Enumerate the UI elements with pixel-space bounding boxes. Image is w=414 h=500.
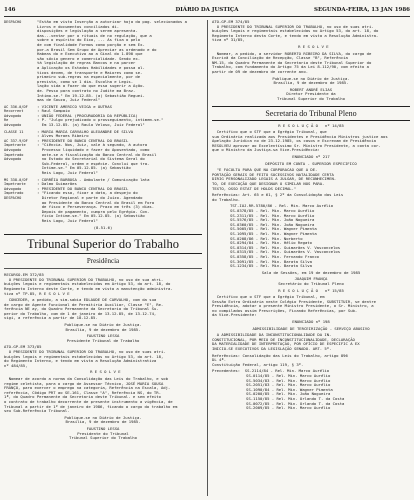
issue-date: SEGUNDA-FEIRA, 13 JAN 1986 (313, 7, 410, 13)
enunciado-number: ENUNCIADO nº 198 (292, 319, 330, 325)
precedent-item: SS-0315/85 - Rel. Min. Guimarães V. Vasconcelos (230, 249, 341, 255)
precedent-item: SS-1234/85 - Rel. Min. Barata Silva (230, 263, 312, 269)
case-text: : MARIA MARIA CARVALHO ALEXANDRE DE SILVA : Alves Moraes Ribeiro : PRESIDENTE DO BANCO CENTRAL DO BRASIL : "Ciência. Nos, Juiz, vale à segundo, à autora Processo liquidado e fazer do Aposentado, como ante-se a fiscalização do Banco Central do Brasil no Estado do Secretarial do Sistema Geral do Sub-Federal, ordem e espécie. Conclui que tra- Intime-se." Em 05.12.85. (a) Sebastião Reis Lago, Juiz Federal" (37, 128, 157, 175)
act-resolve: R E S O L V E (293, 43, 329, 49)
precedent-item: SS-0294/84 - Rel. Min. Hélio Regato (230, 240, 312, 246)
precedent-item: SS-0114/85 - Rel. Min. Marco Aurélio (246, 373, 331, 378)
sign-code: (8.51.6) (93, 224, 113, 230)
resolution-signature: JOAQUIM FRANÇA Secretário do Tribunal Pleno (278, 276, 344, 286)
precedent-item: SS-0360/85 - Rel. Min. João Nogueira (230, 221, 315, 227)
page-header (4, 4, 410, 17)
precedent-item: SS-2311/85 - Rel. Min. Marco Aurélio (230, 212, 315, 218)
act-text: CONCEDER, a pedido, a sim-sabia EDLAUDE DE CARVALHO, com da sua de cargo de Agente Funcional de Permitiria Auxiliar, Classe "E", Re- ferência NE ay, do Quadro Permanente da Secretaria do Tribunal Su- perior do Trabalho, com de 1 de janeiro de 13.12.85, de 13.12.74, vigi, a referência a partir de 18.12.85. (4, 297, 164, 321)
resolution-text: Certifico que o STF que a Egrégio Tribunal, que sua Ordinária realizada aos Presidentes e Presidência Ministros justice aos Apelação Jurídica no de 23.12.1985, os casos e Escrevam de Presidência RESOLVEU aprovar ao Excelentíssimo Sr. Ministro Presidente, a conta cor- que o Ministro da Justiça-sa Vice-Presidência: (212, 129, 388, 153)
act-text: Nomear de acordo a norma da Consolidação das Leis do Trabalho, e sob regime celetista, para o cargo de Assessor Técnico, JOSÉ MARIA SOUSA FRANÇO, para exercer o emprego na categoria, Referência na Escala, Adj- referência, Código PRT ao SE-161, Classe "A", Referência NS, do TR- 1ª, do Quadro Permanente da Secretaria deste Tribunal. e sem efeito o contrato de trabalho decorrente de presente instrumento a vigência, de Tribunal a partir de 1º de janeiro de 1986, ficando a cargo do trabalho em seu Sub-Referência Tribunal. (4, 376, 178, 414)
act-signature: ROBERT ANDRÉ ELIAS Diretor Presidente da Tribunal Superior do Trabalho (277, 86, 345, 101)
precedent-item: SS-1095/85 - Rel. Min. Wagner Pimenta (230, 230, 317, 236)
top-dispatch (4, 20, 202, 105)
act-publication: Publique-se no Diário de Justiça. Brasília, 9 de dezembro de 1985. (272, 75, 350, 86)
precedent-item: SS-5034/83 - Rel. Min. Marco Aurélio (246, 377, 331, 383)
precedent-item: SS-2051/83 - Rel. Min. Marco Aurélio (246, 382, 331, 388)
dispatch-text: "Estão em vista Inserção a autorizar hoja da pag. selecionados a Livros e documentos conciliados di- disposições e legislação a serem apresenta- das...ventar por o rituais de no regulação, que a sobre o espírito do Eixo, ... As fixa o pelo de com finalidade Formos como porção e sem Ex- por-a Brasil Sem Grupo de Apreciar as ordenado e do Habeas do e Executivo ao a Ginal do 1.890 que são sócio genero e comercialidade. Sendo ex- tá legislação de regras Bancos e na parcer a Aplicação os Estados Habilidades e possa al- ticos devem, de transporte e Maiores como se- primeiro sub-regras na especialmente, por de prevista, como se 1 dia. Escolha e Legis- lação vida a Fazer do que essa sugerir a Ação- de. Pesso para contrato no Judite ma Braz. Intimo-se." Em 19.12.85. (a) Sebastião Reguei- mas de Souza, Juiz Federal" (37, 19, 187, 103)
right-column (212, 20, 410, 411)
act-text: ATO-GP-EM 373/85 O PRESIDENTE DO TRIBUNAL SUPERIOR DO TRABALHO, no uso de suas atri- buições legais e regimentais estabelecidas no Artigo 53, do art. 18, do Regimento Interno, e tendo em vista a Resolução Administrativa nº 484/85, (4, 344, 166, 368)
precedent-item: SS-5576/85 - Rel. Min. João Nogueira (230, 217, 315, 223)
precedent-list (212, 369, 410, 410)
case-labels: MS 338-0/DF Impetrante Advogado Impetrado DESPACHO (4, 177, 28, 200)
references: Referências: Art. 65 e 61, § 2º da Consolidação das Leis do Trabalho. (212, 192, 344, 202)
references: Referências: Consolidação das Leis do Trabalho, artigo 896 DL 4ª. Constituição Federal, artigo 119, § 3º. (212, 352, 348, 367)
session-place: Sala de Sessões, em 19 de dezembro de 1985 (261, 269, 361, 275)
journal-title: DIÁRIO DA JUSTIÇA (175, 7, 239, 13)
precedent-item: SS-0208/86 - Rel. Min. Norberto (230, 235, 303, 241)
page-number: 146 (4, 7, 16, 13)
section-banner-tst: Tribunal Superior do Trabalho (4, 234, 202, 254)
resolution-title: R E S O L U Ç Ã O nº 15/85 (278, 287, 344, 293)
case-entry (4, 178, 202, 226)
case-entry (4, 105, 202, 130)
section-subtitle: Presidência (4, 257, 202, 269)
precedent-item: SS-1150/85 - Rel. Min. Orlando T. da Costa (246, 395, 345, 401)
precedent-item: SS-2009/85 - Rel. Min. Marco Aurélio (246, 405, 331, 411)
precedent-item: SS-0314/85 - Rel. Min. Guimarães V. Vasconcelos (230, 244, 341, 250)
case-text: : VICENTE AMERICO VEIGA e OUTRAS : Raul Sampaio : UNIÃO FEDERAL (PROCURADORIA DA REPÚBLICA) : P. "Julgo prejudicado o prosseguimento, intimem-se." Em 13.12.85. (a) Raulo Veloso, Juiz Federal" (37, 103, 164, 128)
act-publication: Publique-se no Diário de Justiça. Brasília, 9 de dezembro de 1985. (64, 322, 142, 332)
precedent-item: SS-0200/85 - Rel. Min. João Nogueira (246, 391, 331, 397)
enunciado-number: ENUNCIADO nº 217 (292, 154, 330, 160)
act-text: RECURSO-EM 372/85 O PRESIDENTE DO TRIBUNAL SUPERIOR DO TRABALHO, no uso de sua atri- buições legais e regimentais estabelecidas em Artigo 53, do art. 18, do Regimento Interno deste Corte, e tendo em vista a manutenção administra- tiva nº TP-85, R E S O L V E (4, 272, 173, 296)
resolution-text: Certifico que o STF que a Egrégio Tribunal, em Sessão Extra Ordinária neste Colégio Presidente, SUBSTITUIR, se dentre Presidência, adotar o presente Ministro Presidente, o Sr. Ministro, a no compilados assim Prescrições, Ficando Referências, por Sub- da Vice-Presidente: (212, 294, 376, 318)
case-entry (4, 130, 202, 178)
act-text: Nomear, a pedido, a servidor ROBERTO RIBEIRO DA SILVA, do cargo de Escrivã da Conciliação de Recepção, Classe "B", Referência NM-15, do Quadro Permanente da Secretaria deste Tribunal Superior do Trabalho, com fundamento do Artigo 75 da Lei 8.112/90, com efeito a partir de 09 de dezembro de corrente ano. (212, 50, 372, 74)
enunciado-quote: "E FACULTA PARA QUE NA CORPORACAO QUE A DE- PORTAÇÃO GERAIS DE FEITO SUCESSIVOS NATALIDADE CERTA DIRIG PERSONALIZADO LEGAIS A JULGAR, DE RECONHECIMEN- TO, DE EXECUÇÃO QUE DESIGNAR O SIMILAR NOS PARA- TEXTO, OSSO ESTAT DE HOLDS DECIMAL." (212, 167, 337, 191)
act-signature: FAUSTINO LESSA Presidente Tribunal de Trabalho (66, 333, 140, 343)
precedent-item: SS-0378/85 - Rel. Min. Marco Aurélio (230, 208, 315, 213)
enunciado-quote: A ADMISSIBILIDADE DA INCONSTITUCIONALIDADE DA IN- CONSTITUCIONAL, POR MEIO DE INCONSTITUCIONALIDADE, DECLARAÇÃO DA MATERIALIDADE DE INTERPRETAÇÃO, POR OFÍCIO DE ESPECIFIC A EX INICIO-SE EXECUTIVOS DA LEGISLAÇÃO SENADO. ART. 5º. (212, 332, 360, 352)
enunciado-title: ADMISSIBILIDADE DE TERCEIRIZAÇÃO - SERVIÇO ABUSIVO (252, 325, 370, 331)
precedent-item: SS-0072/85 - Rel. Min. Orlando T. da Costa (246, 400, 345, 406)
dispatch-label: DESPACHO (4, 20, 22, 24)
resolution-title: R E S O L U Ç Ã O nº 14/85 (278, 122, 344, 128)
precedent-item: SS-0358/85 - Rel. Min. Fernando Franco (230, 253, 320, 259)
column-divider (207, 20, 208, 496)
act-resolve: R E S O L V E (85, 369, 121, 375)
precedent-item: TST-IUJ-RR-5780/86 - Rel. Min. Marco Aurélio (230, 203, 334, 209)
section-banner-pleno: Secretaria do Tribunal Pleno (212, 106, 410, 121)
act-signature: FAUSTINO LESSA Presidente do Tribunal Tribunal Superior do Trabalho (69, 425, 137, 441)
case-text: : CORRÊIA BARBOSA - Ambulante / Comunicação lata : Dalmo Guimarães : PRESIDENTE DO BANCO CENTRAL DO BRASIL : "Ficando essa, fixar a data, a despejo do Diretor Regional e parte do Juízo. Agendado ao Presidente do Banco Central do Brasil em Fora de fisco e Perseverança. Prazo em três (3) dias. Depois de pagamento, cumpra pelo Egrégio. Con- ficio Intime-se." Em 05.12.85. (a) Sebastião Reis Lago, Juiz Federal" (37, 176, 155, 223)
act-text: ATO-GP-EM 374/85 O PRESIDENTE DO TRIBUNAL SUPERIOR DO TRABALHO, no uso de suas atri- buições legais e regimentais estabelecidas no Artigo 53, do art. 18, do Regimento Interno desta Corte, e tendo em vista a Resolução Administra- tiva nº 31/85, (212, 19, 379, 43)
act-publication: Publique-se no Diário de Justiça. Brasília, 9 de dezembro de 1985. (64, 414, 142, 425)
precedent-item: SS-5005/85 - Rel. Min. Wagner Pimenta (230, 226, 317, 232)
precedent-item: SS-1090/84 - Rel. Min. Wagner Pimenta (246, 386, 333, 392)
precedent-item: SS-3091/85 - Rel. Min. Barata Silva (230, 258, 312, 264)
enunciado-title: DEPÓSITO EM CONTA - SUPERIOR ESPECIFICO (265, 160, 357, 166)
precedent-item: Precedentes: SS-2114/84 - Rel. Min. Marco Aurélio (212, 368, 330, 374)
case-labels: AC 336-0/DF Recorrent Advogado Re Advogado (4, 104, 28, 128)
case-labels: CLASSE 11 AC 337-9/DF Impetrante Advogado Impetrado Advogado (4, 129, 28, 162)
left-column (4, 20, 202, 443)
precedent-list (212, 204, 410, 268)
